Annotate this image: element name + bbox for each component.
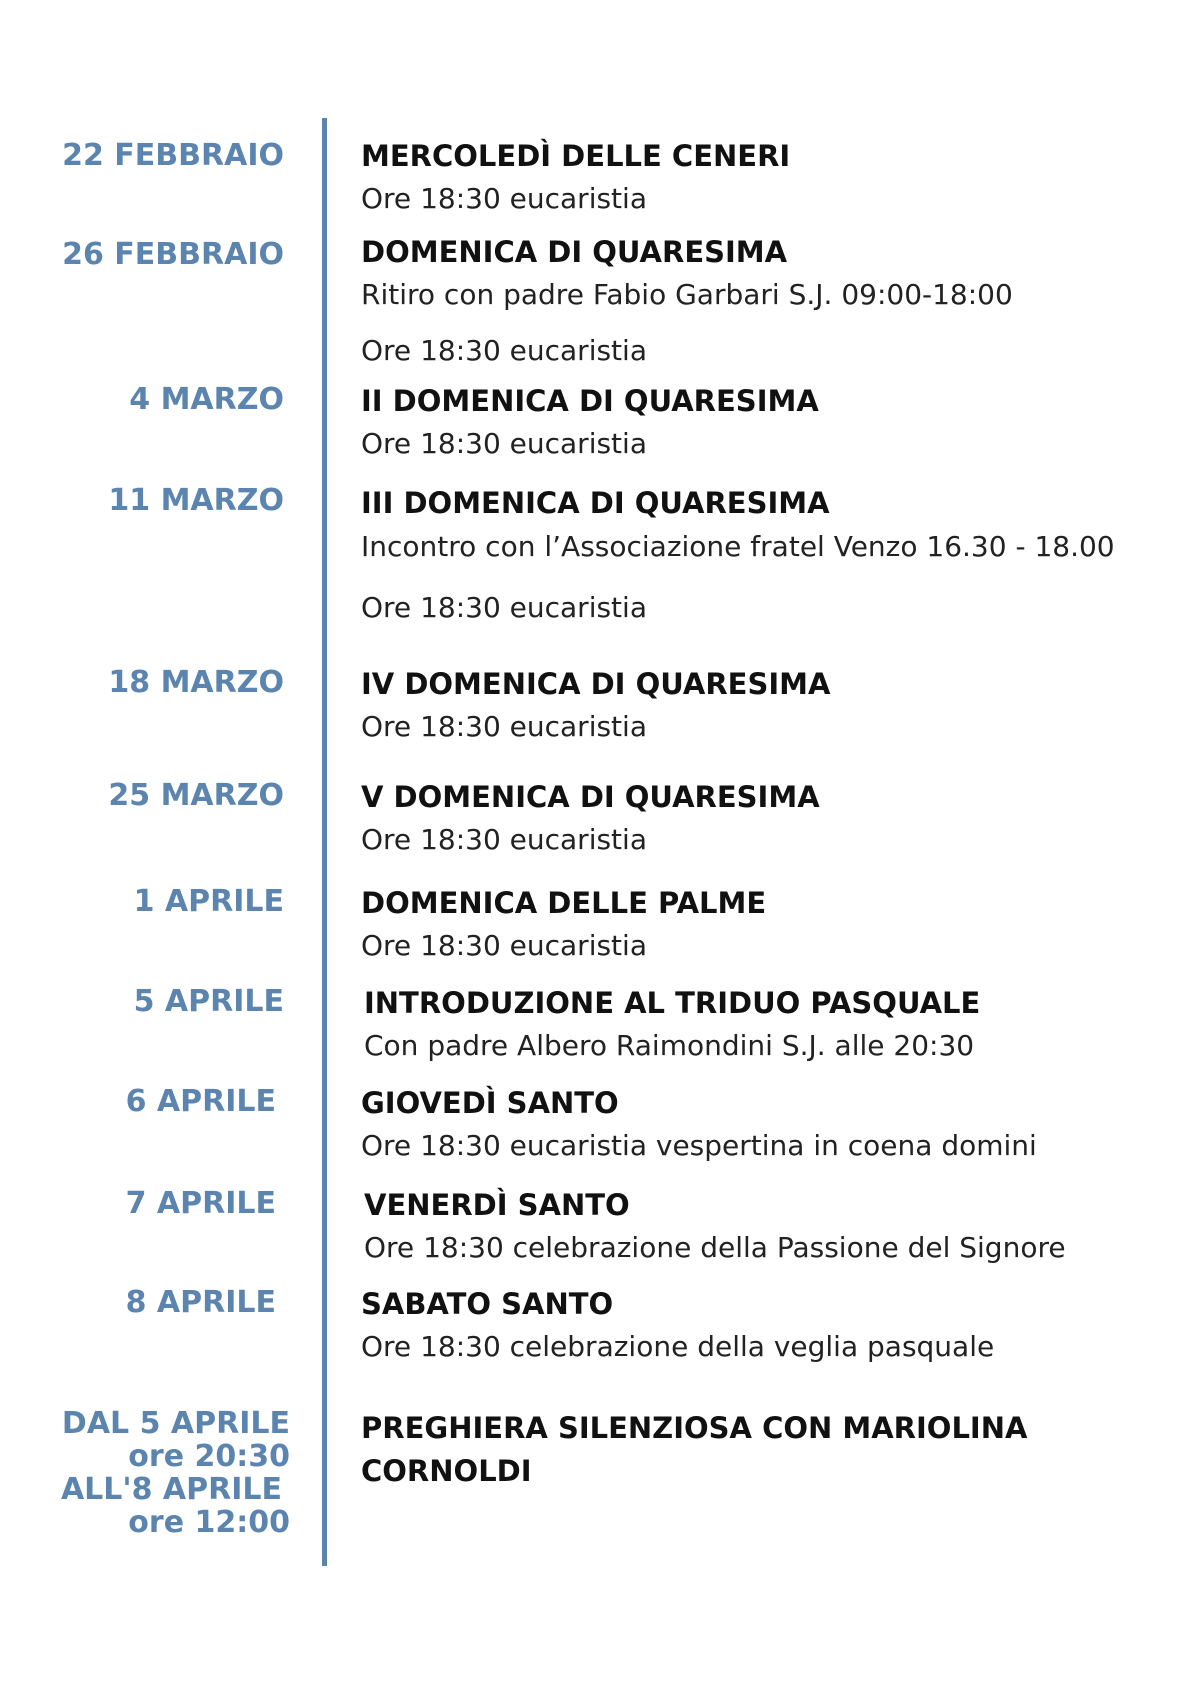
final-event-date-line: ore 12:00: [128, 1505, 290, 1540]
event-title: INTRODUZIONE AL TRIDUO PASQUALE: [364, 986, 981, 1020]
event-detail: Ore 18:30 eucaristia: [361, 929, 647, 962]
event-detail: Ore 18:30 eucaristia: [361, 334, 647, 367]
event-detail: Ore 18:30 eucaristia vespertina in coena domini: [361, 1129, 1037, 1162]
event-title: GIOVEDÌ SANTO: [361, 1086, 619, 1120]
event-detail: Ore 18:30 celebrazione della veglia pasquale: [361, 1330, 995, 1363]
event-title: DOMENICA DI QUARESIMA: [361, 235, 788, 269]
event-title: DOMENICA DELLE PALME: [361, 886, 767, 920]
final-event-date-line: ore 20:30: [128, 1439, 290, 1474]
event-detail: Con padre Albero Raimondini S.J. alle 20:30: [364, 1029, 975, 1062]
event-detail: Ritiro con padre Fabio Garbari S.J. 09:00-18:00: [361, 278, 1013, 311]
event-date: 7 APRILE: [125, 1186, 276, 1221]
event-title: MERCOLEDÌ DELLE CENERI: [361, 139, 791, 173]
timeline-divider: [322, 118, 327, 1566]
event-date: 8 APRILE: [125, 1285, 276, 1320]
final-event-title-line: CORNOLDI: [361, 1454, 532, 1488]
event-date: 5 APRILE: [133, 984, 284, 1019]
event-date: 4 MARZO: [129, 382, 284, 417]
event-detail: Ore 18:30 eucaristia: [361, 182, 647, 215]
final-event-title-line: PREGHIERA SILENZIOSA CON MARIOLINA: [361, 1411, 1028, 1445]
event-detail: Ore 18:30 eucaristia: [361, 427, 647, 460]
event-title: IV DOMENICA DI QUARESIMA: [361, 667, 831, 701]
event-date: 22 FEBBRAIO: [62, 138, 284, 173]
final-event-date-line: ALL'8 APRILE: [60, 1472, 282, 1507]
event-detail: Ore 18:30 celebrazione della Passione del Signore: [364, 1231, 1066, 1264]
event-title: II DOMENICA DI QUARESIMA: [361, 384, 819, 418]
event-detail: Incontro con l’Associazione fratel Venzo 16.30 - 18.00: [361, 530, 1115, 563]
event-title: VENERDÌ SANTO: [364, 1188, 630, 1222]
event-date: 26 FEBBRAIO: [62, 237, 284, 272]
event-detail: Ore 18:30 eucaristia: [361, 591, 647, 624]
event-title: SABATO SANTO: [361, 1287, 614, 1321]
event-date: 18 MARZO: [108, 665, 284, 700]
event-date: 25 MARZO: [108, 778, 284, 813]
event-date: 6 APRILE: [125, 1084, 276, 1119]
event-date: 11 MARZO: [108, 483, 284, 518]
event-title: V DOMENICA DI QUARESIMA: [361, 780, 820, 814]
event-detail: Ore 18:30 eucaristia: [361, 823, 647, 856]
event-date: 1 APRILE: [133, 884, 284, 919]
event-title: III DOMENICA DI QUARESIMA: [361, 486, 830, 520]
event-detail: Ore 18:30 eucaristia: [361, 710, 647, 743]
final-event-date-line: DAL 5 APRILE: [61, 1406, 290, 1441]
final-event-date: [61, 1407, 290, 1539]
